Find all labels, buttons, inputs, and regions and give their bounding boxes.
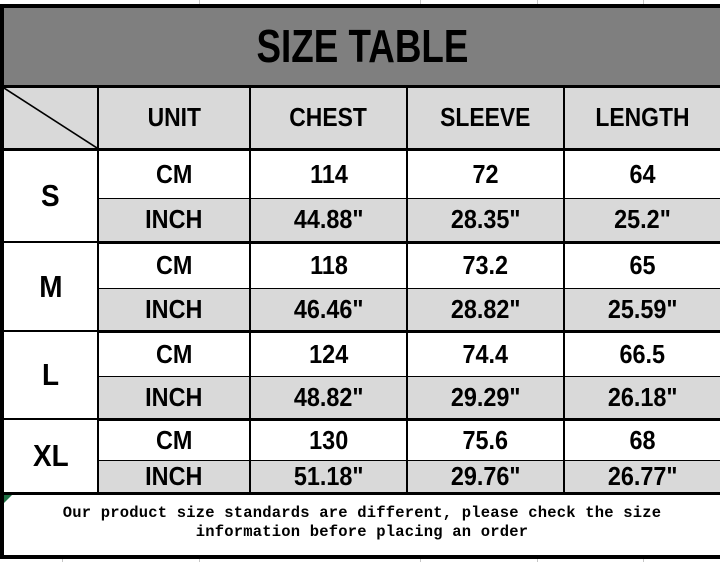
unit-cell: INCH <box>98 460 250 493</box>
footer-note-cell <box>2 493 720 557</box>
size-table <box>0 4 720 559</box>
unit-cell: INCH <box>98 288 250 331</box>
chest-value-cell: 51.18" <box>250 460 407 493</box>
column-header-sleeve: SLEEVE <box>407 86 564 149</box>
length-value-cell: 66.5 <box>564 331 720 376</box>
gridline <box>199 0 200 4</box>
length-value-cell: 68 <box>564 419 720 460</box>
footer-note: Our product size standards are different, please check the size information before placing an order <box>62 503 662 541</box>
gridline <box>420 0 421 4</box>
column-header-chest: CHEST <box>250 86 407 149</box>
chest-value-cell: 118 <box>250 242 407 288</box>
sleeve-value-cell: 72 <box>407 149 564 198</box>
column-header-length: LENGTH <box>564 86 720 149</box>
column-header-row <box>2 86 720 149</box>
gridline <box>537 0 538 4</box>
unit-cell: CM <box>98 331 250 376</box>
footer-row <box>2 493 720 557</box>
unit-cell: CM <box>98 149 250 198</box>
table-title: SIZE TABLE <box>256 20 468 73</box>
length-value-cell: 25.59" <box>564 288 720 331</box>
size-label-cell: XL <box>2 419 98 493</box>
size-label-cell: S <box>2 149 98 242</box>
length-value-cell: 64 <box>564 149 720 198</box>
table-row <box>2 242 720 288</box>
sleeve-value-cell: 75.6 <box>407 419 564 460</box>
sleeve-value-cell: 29.76" <box>407 460 564 493</box>
chest-value-cell: 130 <box>250 419 407 460</box>
sleeve-value-cell: 73.2 <box>407 242 564 288</box>
size-label-cell: L <box>2 331 98 419</box>
sleeve-value-cell: 74.4 <box>407 331 564 376</box>
unit-cell: INCH <box>98 198 250 242</box>
table-title-cell <box>2 6 720 86</box>
size-label-cell: M <box>2 242 98 331</box>
diagonal-divider-icon <box>4 88 97 148</box>
sheet-edge-top <box>0 0 720 4</box>
gridline <box>643 0 644 4</box>
table-row <box>2 288 720 331</box>
table-row <box>2 419 720 460</box>
sleeve-value-cell: 29.29" <box>407 376 564 419</box>
table-row <box>2 198 720 242</box>
table-title-row <box>2 6 720 86</box>
chest-value-cell: 44.88" <box>250 198 407 242</box>
column-header-unit: UNIT <box>98 86 250 149</box>
chest-value-cell: 114 <box>250 149 407 198</box>
table-row <box>2 460 720 493</box>
chest-value-cell: 48.82" <box>250 376 407 419</box>
table-row <box>2 376 720 419</box>
table-row <box>2 331 720 376</box>
sleeve-value-cell: 28.82" <box>407 288 564 331</box>
chest-value-cell: 124 <box>250 331 407 376</box>
unit-cell: CM <box>98 419 250 460</box>
length-value-cell: 26.77" <box>564 460 720 493</box>
cell-corner-flag-icon <box>4 495 12 503</box>
table-row <box>2 149 720 198</box>
diagonal-corner-cell <box>2 86 98 149</box>
chest-value-cell: 46.46" <box>250 288 407 331</box>
sleeve-value-cell: 28.35" <box>407 198 564 242</box>
length-value-cell: 26.18" <box>564 376 720 419</box>
unit-cell: INCH <box>98 376 250 419</box>
unit-cell: CM <box>98 242 250 288</box>
length-value-cell: 65 <box>564 242 720 288</box>
length-value-cell: 25.2" <box>564 198 720 242</box>
